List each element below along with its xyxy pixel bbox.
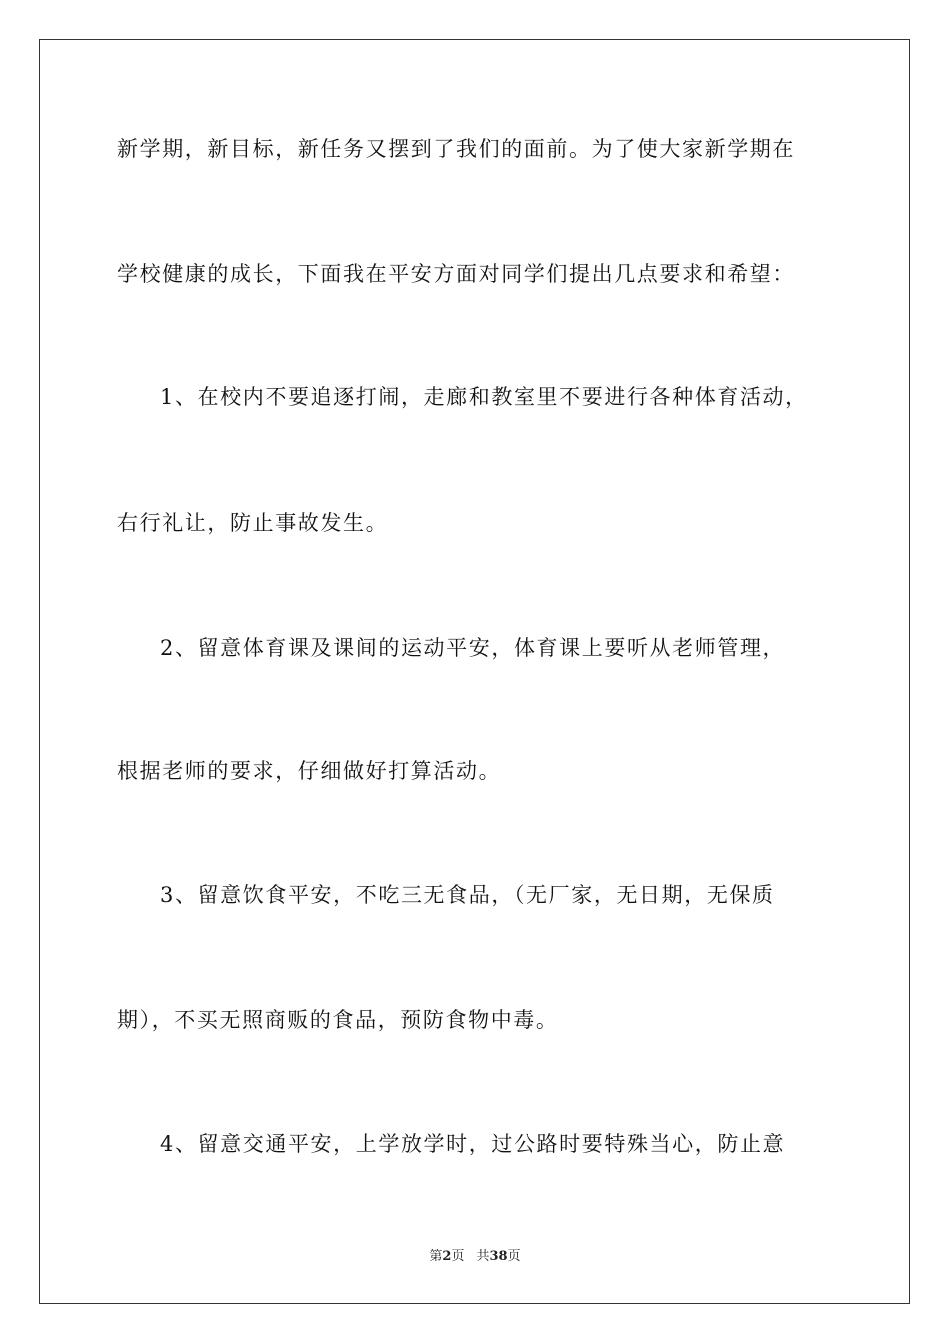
body-line-6: 根据老师的要求，仔细做好打算活动。 bbox=[117, 759, 502, 783]
body-line-9: 4、留意交通平安，上学放学时，过公路时要特殊当心，防止意 bbox=[160, 1132, 786, 1156]
page-footer bbox=[0, 1248, 950, 1266]
body-line-3: 1、在校内不要追逐打闹，走廊和教室里不要进行各种体育活动， bbox=[160, 385, 808, 409]
body-line-1: 新学期，新目标，新任务又摆到了我们的面前。为了使大家新学期在 bbox=[117, 137, 795, 161]
total-suffix: 页 bbox=[507, 1249, 521, 1264]
page-prefix: 第 bbox=[429, 1249, 443, 1264]
total-prefix: 共 bbox=[476, 1249, 490, 1264]
body-line-2: 学校健康的成长，下面我在平安方面对同学们提出几点要求和希望： bbox=[117, 262, 795, 286]
page-border bbox=[39, 39, 910, 1304]
body-line-8: 期），不买无照商贩的食品，预防食物中毒。 bbox=[117, 1008, 559, 1032]
body-line-7: 3、留意饮食平安，不吃三无食品，（无厂家，无日期，无保质 bbox=[160, 883, 775, 907]
body-line-5: 2、留意体育课及课间的运动平安，体育课上要听从老师管理， bbox=[160, 636, 786, 660]
page-suffix: 页 bbox=[451, 1249, 465, 1264]
total-pages: 38 bbox=[489, 1249, 508, 1264]
body-line-4: 右行礼让，防止事故发生。 bbox=[117, 511, 389, 535]
page-number: 2 bbox=[442, 1249, 452, 1264]
